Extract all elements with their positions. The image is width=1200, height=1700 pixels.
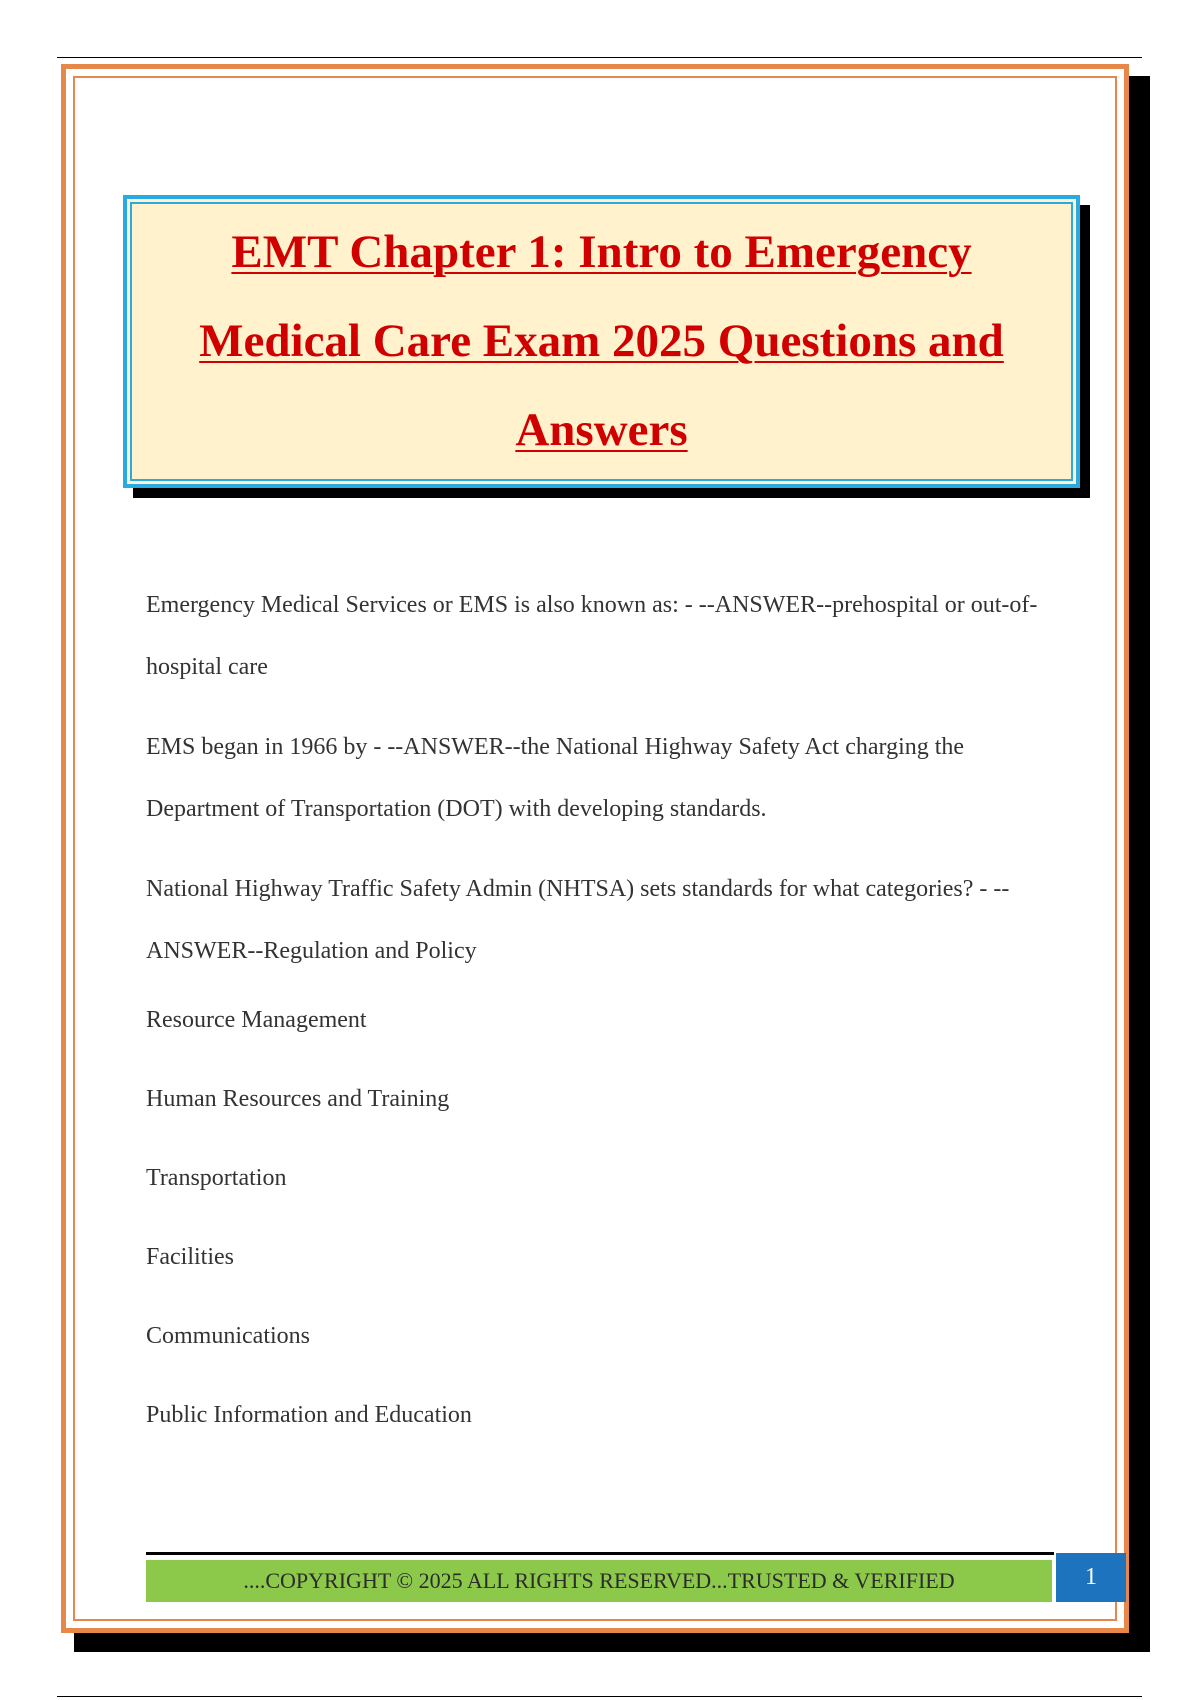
list-item: Facilities	[146, 1244, 234, 1270]
copyright-text: ....COPYRIGHT © 2025 ALL RIGHTS RESERVED...TRUSTED & VERIFIED	[243, 1568, 955, 1593]
qa-item	[146, 858, 1066, 982]
question-text: Emergency Medical Services or EMS is also known as: -	[146, 592, 693, 618]
title-box	[123, 195, 1080, 488]
footer-rule	[146, 1552, 1054, 1555]
qa-item	[146, 716, 1066, 840]
footer-copyright-bar	[146, 1560, 1052, 1602]
title-box-inner	[130, 202, 1073, 481]
document-title: EMT Chapter 1: Intro to Emergency Medical Care Exam 2025 Questions and Answers	[199, 226, 1004, 456]
list-item: Transportation	[146, 1165, 287, 1191]
page-number-badge	[1056, 1553, 1126, 1602]
bottom-rule	[57, 1696, 1142, 1697]
page-number: 1	[1085, 1564, 1097, 1590]
answer-text: --ANSWER--the National Highway Safety Act charging the Department of Transportation (DOT) with developing standards.	[146, 734, 965, 822]
question-text: National Highway Traffic Safety Admin (NHTSA) sets standards for what categories? -	[146, 876, 988, 902]
answer-text: --ANSWER--prehospital or out-of-hospital care	[146, 592, 1038, 680]
list-item: Human Resources and Training	[146, 1086, 450, 1112]
top-rule	[57, 57, 1142, 58]
list-item: Public Information and Education	[146, 1402, 472, 1428]
list-item: Communications	[146, 1323, 310, 1349]
question-text: EMS began in 1966 by -	[146, 734, 382, 760]
document-body	[146, 574, 1066, 1482]
qa-item	[146, 574, 1066, 698]
list-item: Resource Management	[146, 1007, 367, 1033]
answer-text: --ANSWER--Regulation and Policy	[146, 876, 1010, 964]
